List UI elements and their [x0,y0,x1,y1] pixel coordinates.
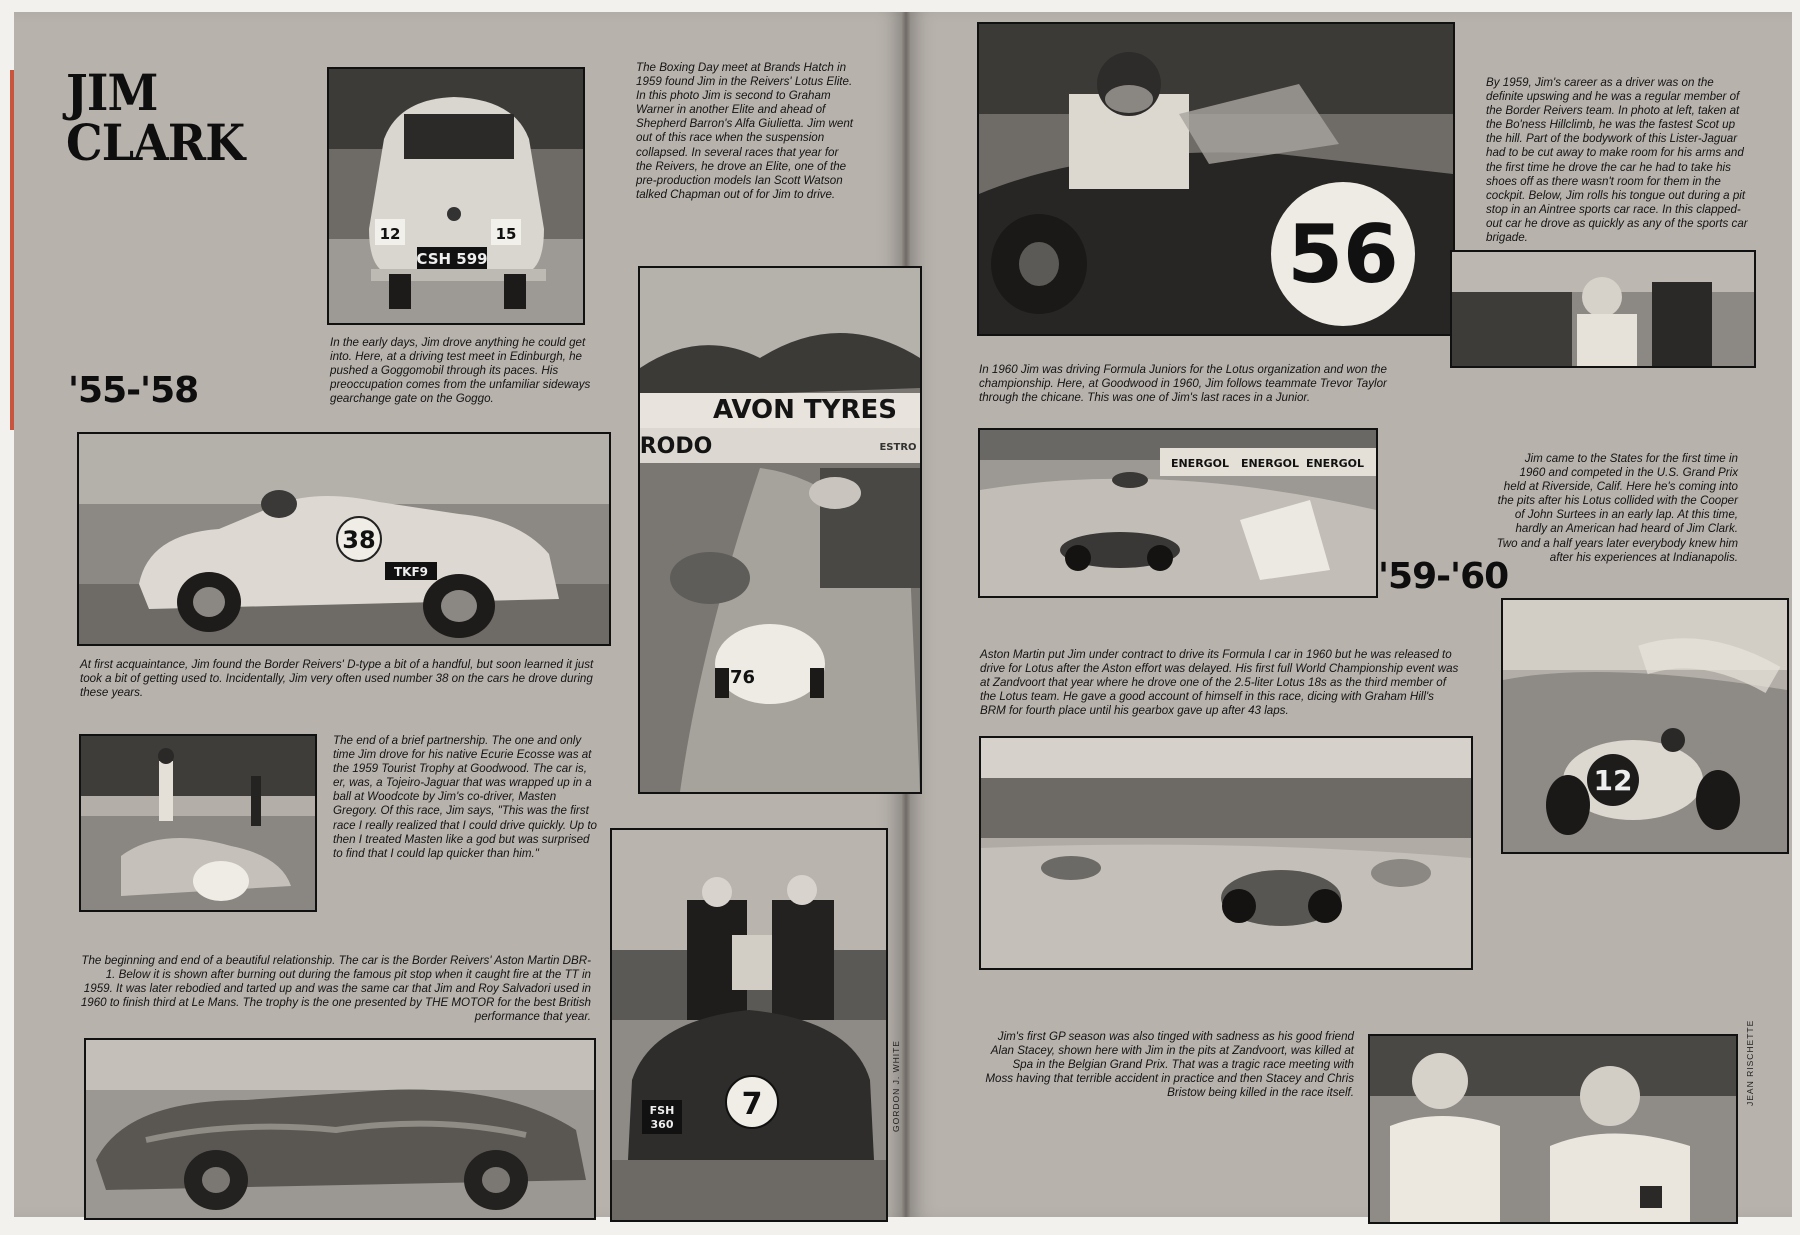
photo-ecosse-crash [79,734,317,912]
photo-credit-left: GORDON J. WHITE [891,1040,901,1132]
photo-goggomobil [327,67,585,325]
photo-riverside-lotus [1501,598,1789,854]
photo-zandvoort-race [979,736,1473,970]
dbr1-number: 7 [741,1087,763,1122]
dtype-plate: TKF9 [393,565,429,579]
dbr1-plate-top: FSH [649,1104,675,1117]
caption-goggomobil: In the early days, Jim drove anything he could get into. Here, at a driving test meet in Edinburgh, he pushed a Goggomobil through its paces. His preoccupation comes from the unfamiliar sideways gearchange gate on the Goggo. [330,336,591,406]
avon-banner: AVON TYRES [712,395,898,425]
caption-reivers-1959: By 1959, Jim's career as a driver was on the definite upswing and he was a regular member of the Border Reivers team. In photo at left, taken at the Bo'ness Hillclimb, he was the fastest Scot up the hill. Part of the bodywork of this Lister-Jaguar had to be cut away to make room for his arms and the first time he drove the car he had to take his shoes off as there wasn't room for them in the cockpit. Below, Jim rolls his tongue out during a pit stop in an Aintree sports car race. In this clapped-out car he drove as quickly as any of the sports car brigade. [1486,76,1748,245]
energol-sign-2: ENERGOL [1240,457,1300,470]
title-line-1: JIM [66,63,158,122]
goggo-plate: CSH 599 [416,250,488,268]
rodo-right-sign: ESTRO [879,442,917,453]
caption-formula-juniors: In 1960 Jim was driving Formula Juniors for the Lotus organization and won the championship. Here, at Goodwood in 1960, Jim follows teammate Trevor Taylor through the chicane. This was one of Jim's last races in a Junior. [979,363,1387,405]
caption-us-grand-prix: Jim came to the States for the first time in 1960 and competed in the U.S. Grand Prix held at Riverside, Calif. Here he's coming into the pits after his Lotus collided with the Cooper of John Surtees in an early lap. At this time, hardly an American had heard of Jim Clark. Two and a half years later everybody knew him after his experiences at Indianapolis. [1496,452,1738,564]
photo-brands-hatch-elites [638,266,922,794]
energol-sign-1: ENERGOL [1170,457,1230,470]
dtype-number: 38 [342,526,376,554]
dbr1-plate-bottom: 360 [650,1118,674,1131]
caption-boxing-day: The Boxing Day meet at Brands Hatch in 1959 found Jim in the Reivers' Lotus Elite. In this photo Jim is second to Graham Warner in another Elite and ahead of Shepherd Barron's Alfa Giulietta. Jim went out of this race when the suspension collapsed. In several races that year for the Reivers, he drove an Elite, one of the pre-production models Ian Scott Watson talked Chapman out of for Jim to drive. [636,61,854,201]
energol-sign-3: ENERGOL [1305,457,1365,470]
photo-dbr1-trophy [610,828,888,1222]
photo-dtype [77,432,611,646]
article-title [66,63,245,172]
caption-aston-contract: Aston Martin put Jim under contract to drive its Formula I car in 1960 but he was released to drive for Lotus after the Aston effort was delayed. His first full World Championship event was at Zandvoort that year where he drove one of the 2.5-liter Lotus 18s as the third member of the Lotus team. He gave a good account of himself in this race, dicing with Graham Hill's BRM for fourth place until his gearbox gave up after 43 laps. [980,648,1459,718]
lotus-number: 12 [1593,764,1633,797]
rodo-sign: RODO [640,434,713,459]
goggo-left-number: 12 [379,225,401,243]
elite-number: 76 [730,667,756,688]
lister-number: 56 [1287,208,1399,301]
caption-dbr1: The beginning and end of a beautiful relationship. The car is the Border Reivers' Aston Martin DBR-1. Below it is shown after burning out during the famous pit stop when it caught fire at the TT in 1959. It was later rebodied and tarted up and was the same car that Jim and Roy Salvadori used in 1960 to finish third at Le Mans. The trophy is the one presented by THE MOTOR for the best British performance that year. [80,954,591,1024]
goggo-right-number: 15 [495,225,517,243]
caption-ecosse: The end of a brief partnership. The one and only time Jim drove for his native Ecurie Ecosse was at the 1959 Tourist Trophy at Goodwood. The car is, er, was, a Tojeiro-Jaguar that was wrapped up in a ball at Woodcote by Jim's co-driver, Masten Gregory. Of this race, Jim says, "This was the first race I really realized that I could drive quickly. Up to then I treated Masten like a god but was surprised to find that I could lap quicker than him." [333,734,597,860]
photo-lister-jaguar [977,22,1455,336]
caption-dtype: At first acquaintance, Jim found the Border Reivers' D-type a bit of a handful, but soon learned it just took a bit of getting used to. Incidentally, Jim very often used number 38 on the cars he drove during these years. [80,658,594,700]
photo-aintree-pitstop [1450,250,1756,368]
photo-goodwood-chicane [978,428,1378,598]
title-line-2: CLARK [66,113,245,172]
era-label-right: '59-'60 [1378,556,1509,597]
photo-stacey-pits [1368,1034,1738,1224]
photo-credit-right: JEAN RISCHETTE [1745,1019,1755,1106]
caption-alan-stacey: Jim's first GP season was also tinged with sadness as his good friend Alan Stacey, shown here with Jim in the pits at Zandvoort, was killed at Spa in the Belgian Grand Prix. That was a tragic race meeting with Moss having that terrible accident in practice and then Stacey and Chris Bristow being killed in the race itself. [985,1030,1354,1100]
photo-dbr1-burnt [84,1038,596,1220]
era-label-left: '55-'58 [68,370,199,411]
